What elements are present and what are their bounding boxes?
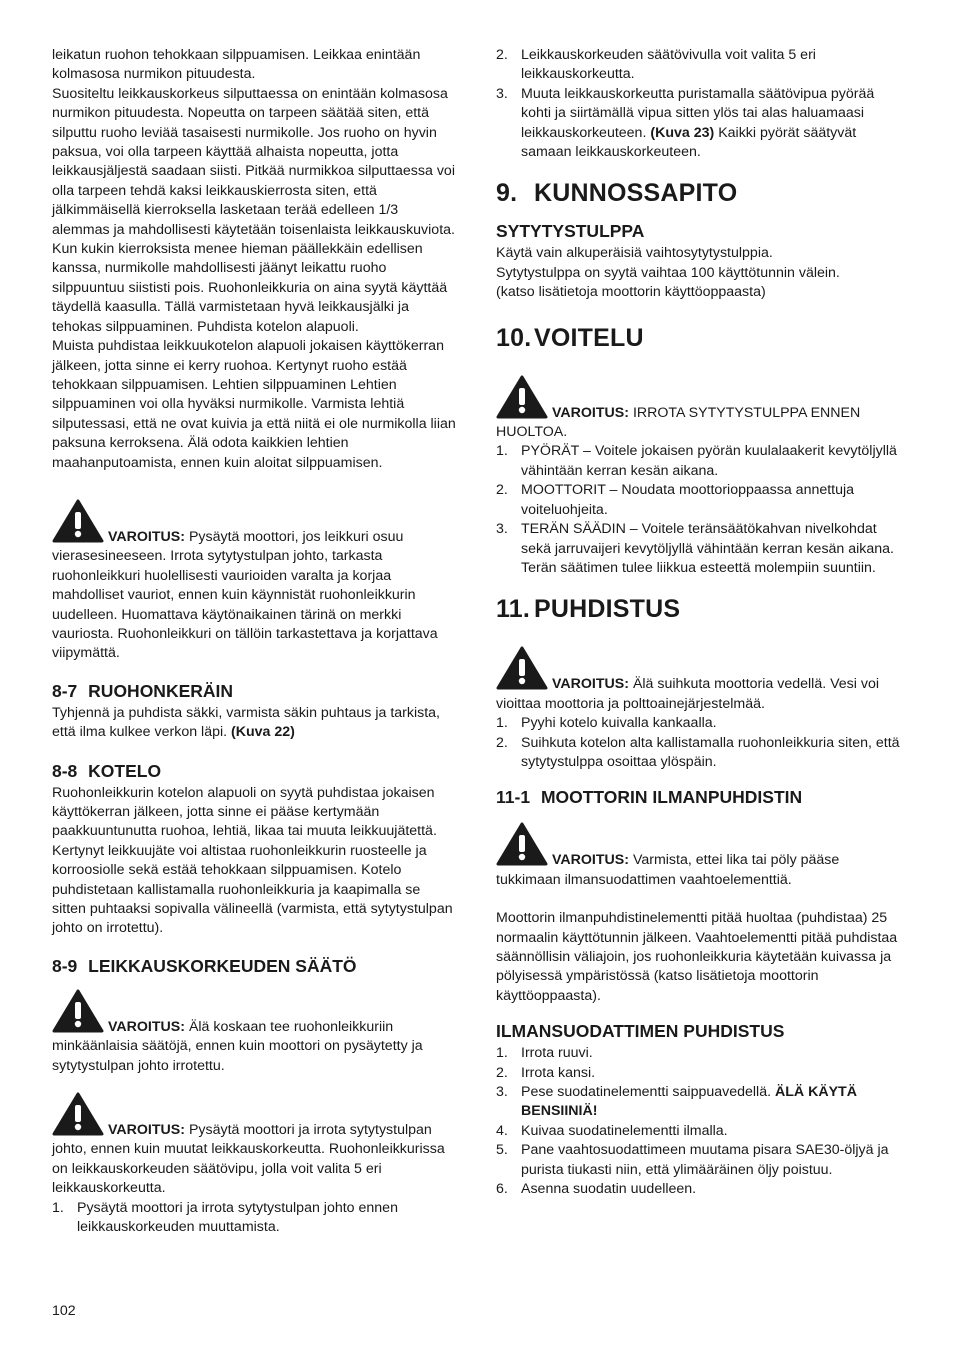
item-text: Leikkauskorkeuden säätövivulla voit valita 5 eri leikkauskorkeutta. — [521, 47, 816, 83]
warning-text: Älä suihkuta moottoria vedellä. Vesi voi vioittaa moottoria ja polttoainejärjestelmää. — [496, 676, 879, 712]
warning-block-height — [52, 1092, 457, 1199]
item-text: Pysäytä moottori ja irrota sytytystulpan johto ennen leikkauskorkeuden muuttamista. — [77, 1199, 398, 1236]
warning-triangle-icon — [496, 646, 548, 690]
warning-label: VAROITUS: — [552, 404, 629, 421]
warning-text: Pysäytä moottori ja irrota sytytystulpan johto, ennen kuin muutat leikkauskorkeutta. Ruohonleikkurissa on leikkauskorkeuden säätövipu, jolla voit valita 5 eri leikkauskorkeutta. — [52, 1122, 445, 1197]
item-number: 2. — [496, 482, 508, 499]
section-heading-ilmansuodatin: ILMANSUODATTIMEN PUHDISTUS — [496, 1021, 785, 1042]
list-item — [496, 714, 902, 733]
warning-block-air-filter — [496, 822, 902, 890]
warning-block-cleaning — [496, 646, 902, 714]
item-number: 3. — [496, 521, 508, 538]
chapter-heading-10 — [496, 323, 902, 353]
section-title: KOTELO — [88, 760, 162, 781]
chapter-number: 9. — [496, 179, 518, 208]
list-item — [496, 734, 902, 773]
list-item — [496, 1122, 902, 1141]
item-text: TERÄN SÄÄDIN – Voitele teränsäätökahvan nivelkohdat sekä jarruvaijeri kevytöljyllä vähintään kerran kesän aikana. Terän säätimen tulee liikkua esteettä molempiin suuntiin. — [521, 521, 895, 576]
item-text: Muuta leikkauskorkeutta puristamalla säätövipua pyörää kohti ja siirtämällä vipua sitten ylös tai alas haluamaasi leikkauskorkeuteen. — [521, 85, 875, 141]
item-text: Pese suodatinelementti saippuavedellä. — [521, 1084, 772, 1100]
section-title: RUOHONKERÄIN — [88, 680, 234, 701]
section-number: 8-9 — [52, 955, 78, 976]
chapter-heading-11 — [496, 594, 902, 624]
page-number: 102 — [52, 1303, 76, 1319]
air-filter-steps — [496, 1044, 902, 1199]
list-item — [496, 46, 902, 85]
item-text: Kuivaa suodatinelementti ilmalla. — [521, 1122, 728, 1139]
warning-block-adjust — [52, 989, 457, 1076]
section-number: 8-8 — [52, 760, 78, 781]
item-number: 2. — [496, 1064, 508, 1081]
warning-text: Varmista, ettei lika tai pöly pääse tukkimaan ilmansuodattimen vaahtoelementtiä. — [496, 852, 840, 888]
section-heading-8-7 — [52, 680, 457, 702]
intro-paragraph-2: Suositeltu leikkauskorkeus silputtaessa on enintään kolmasosa nurmikon pituudesta. Nopeutta on tarpeen säätää siten, että silputtu ruoho leviää tasaisesti nurmikolle. Jos ruoho on hyvin paksua, voi olla tarpeen käyttää alhaista nopeutta, jotta leikkausjäljestä saadaan siisti. Pitkää nurmikkoa silputtaessa voi olla tarpeen tehdä kaksi leikkauskierrosta siten, että jälkimmäisellä kierroksella lasketaan terää edelleen 1/3 alemmas ja mahdollisesti käytetään toisenlaista leikkauskuviota. Kun kukin kierroksista menee hieman päällekkäin edellisen kanssa, nurmikolle mahdollisesti jäänyt leikattu ruoho silppuuntuu siististi pois. Ruohonleikkuria on aina syytä käyttää täydellä kaasulla. Tällä varmistetaan hyvä leikkausjälki ja tehokas silppuaminen. Puhdista kotelon alapuoli. — [52, 85, 455, 335]
intro-paragraph-3: Muista puhdistaa leikkuukotelon alapuoli jokaisen käyttökerran jälkeen, jotta sinne ei kerry ruohoa. Kertynyt ruoho estää tehokkaan silppuamisen. Lehtien silppuaminen Lehtien silppuaminen voi olla hyväksi nurmikolle. Varmista lehtiä silputessasi, että ne ovat kuivia ja että niitä ei ole nurmikolla liian paksuna kerroksena. Älä odota kaikkien lehtien maahanputoamista, ennen kuin aloitat silppuamisen. — [52, 338, 456, 471]
right-column — [496, 46, 902, 1199]
item-text: Asenna suodatin uudelleen. — [521, 1181, 697, 1198]
spark-plug-line-3: (katso lisätietoja moottorin käyttöoppaasta) — [496, 284, 766, 301]
warning-text: IRROTA SYTYTYSTULPPA ENNEN HUOLTOA. — [496, 404, 861, 441]
section-title: MOOTTORIN ILMANPUHDISTIN — [540, 787, 803, 808]
warning-triangle-icon — [496, 822, 548, 866]
subsection-heading-sytytystulppa: SYTYTYSTULPPA — [496, 221, 645, 242]
item-text: Pane vaahtosuodattimeen muutama pisara SAE30-öljyä ja purista tiukasti niin, että ylimääräinen öljy poistuu. — [521, 1142, 889, 1178]
item-text: Irrota kansi. — [521, 1064, 596, 1081]
warning-text: Pysäytä moottori, jos leikkuri osuu vierasesineeseen. Irrota sytytystulpan johto, tarkasta ruohonleikkuri huolellisesti vaurioiden varalta ja korjaa mahdolliset vauriot, ennen kuin käynnistät ruohonleikkurin uudelleen. Huomattava käytönaikainen tärinä on merkki vauriosta. Ruohonleikkuri on tällöin tarkastettava ja korjattava viipymättä. — [52, 528, 438, 662]
item-number: 3. — [496, 1084, 508, 1100]
list-item — [496, 1083, 902, 1122]
chapter-number: 11. — [496, 595, 530, 624]
item-text: Irrota ruuvi. — [521, 1045, 593, 1062]
list-item — [496, 520, 902, 578]
warning-block-lubrication — [496, 375, 902, 443]
list-item — [52, 1199, 457, 1238]
cleaning-list — [496, 714, 902, 772]
warning-triangle-icon — [52, 989, 104, 1033]
item-number: 1. — [52, 1199, 64, 1216]
spark-plug-line-1: Käytä vain alkuperäisiä vaihtosytytystulppia. — [496, 245, 773, 262]
chapter-heading-9 — [496, 178, 902, 208]
body-text: Tyhjennä ja puhdista säkki, varmista säkin puhtaus ja tarkista, että ilma kulkee verkon läpi. — [52, 704, 440, 741]
warning-label: VAROITUS: — [108, 1122, 185, 1139]
steps-list — [52, 1199, 457, 1238]
list-item — [496, 1064, 902, 1083]
item-number: 3. — [496, 85, 508, 102]
item-text: PYÖRÄT – Voitele jokaisen pyörän kuulalaakerit kevytöljyllä vähintään kerran kesän aikana. — [521, 443, 897, 479]
section-heading-8-9 — [52, 955, 457, 977]
warning-label: VAROITUS: — [108, 528, 185, 545]
warning-triangle-icon — [496, 375, 548, 419]
item-number: 1. — [496, 715, 508, 732]
lubrication-list — [496, 442, 902, 578]
list-item — [496, 1141, 902, 1180]
item-text: MOOTTORIT – Noudata moottorioppaassa annettuja voiteluohjeita. — [521, 482, 855, 518]
list-item — [496, 1180, 902, 1199]
item-text: Pyyhi kotelo kuivalla kankaalla. — [521, 715, 717, 732]
spark-plug-line-2: Sytytystulppa on syytä vaihtaa 100 käyttötunnin välein. — [496, 264, 840, 281]
item-warning-text: ÄLÄ KÄYTÄ BENSIINIÄ! — [521, 1084, 857, 1120]
warning-triangle-icon — [52, 1092, 104, 1136]
item-number: 5. — [496, 1142, 508, 1159]
figure-ref: (Kuva 22) — [231, 724, 295, 741]
item-number: 6. — [496, 1181, 508, 1198]
left-column — [52, 46, 457, 1238]
figure-ref: (Kuva 23) — [650, 124, 715, 141]
list-item — [496, 85, 902, 163]
section-8-8-text: Ruohonleikkurin kotelon alapuoli on syytä puhdistaa jokaisen käyttökerran jälkeen, jotta sinne ei pääse kertymään paakkuuntunutta ruohoa, lehtiä, likaa tai muuta leikkuujätettä. Kertynyt leikkuujäte voi altistaa ruohonleikkurin ruosteelle ja korroosiolle sekä estää tehokkaan silppuamisen. Kotelo puhdistetaan kallistamalla ruohonleikkuria ja kaapimalla se sitten puhtaaksi sopivalla välineellä (varmista, että sytytystulpan johto on irrotettu). — [52, 784, 453, 937]
item-number: 1. — [496, 1045, 508, 1062]
chapter-title: KUNNOSSAPITO — [534, 179, 738, 208]
section-heading-8-8 — [52, 760, 457, 782]
list-item — [496, 481, 902, 520]
air-filter-paragraph: Moottorin ilmanpuhdistinelementti pitää huoltaa (puhdistaa) 25 normaalin käyttötunnin jälkeen. Vaahtoelementti pitää puhdistaa säännöllisin väliajoin, jos ruohonleikkuria käytetään kuivassa ja pölyisessä ympäristössä (katso lisätietoja moottorin käyttöoppaasta). — [496, 910, 898, 1004]
section-8-7-text — [52, 704, 457, 743]
item-text: Suihkuta kotelon alta kallistamalla ruohonleikkuria siten, että sytytystulppa osoittaa ylöspäin. — [521, 734, 900, 770]
warning-label: VAROITUS: — [108, 1018, 185, 1035]
warning-text: Älä koskaan tee ruohonleikkuriin minkäänlaisia säätöjä, ennen kuin moottori on pysäytetty ja sytytystulpan johto irrotettu. — [52, 1018, 423, 1074]
steps-list-continued — [496, 46, 902, 162]
warning-triangle-icon — [52, 499, 104, 543]
item-number: 1. — [496, 443, 508, 460]
list-item — [496, 442, 902, 481]
warning-label: VAROITUS: — [552, 676, 629, 693]
warning-block-impact — [52, 499, 457, 664]
section-number: 11-1 — [496, 787, 531, 808]
item-text-continued: Kaikki pyörät säätyvät samaan leikkauskorkeuteen. — [521, 124, 857, 161]
item-number: 4. — [496, 1122, 508, 1139]
item-number: 2. — [496, 47, 508, 63]
list-item — [496, 1044, 902, 1063]
chapter-title: PUHDISTUS — [534, 595, 681, 624]
section-title: LEIKKAUSKORKEUDEN SÄÄTÖ — [88, 955, 357, 976]
chapter-number: 10. — [496, 323, 532, 352]
section-number: 8-7 — [52, 680, 78, 701]
intro-paragraph-1: leikatun ruohon tehokkaan silppuamisen. Leikkaa enintään kolmasosa nurmikon pituudesta. — [52, 47, 421, 83]
chapter-title: VOITELU — [534, 323, 644, 352]
warning-label: VAROITUS: — [552, 852, 629, 869]
section-heading-11-1 — [496, 786, 902, 808]
item-number: 2. — [496, 734, 508, 751]
